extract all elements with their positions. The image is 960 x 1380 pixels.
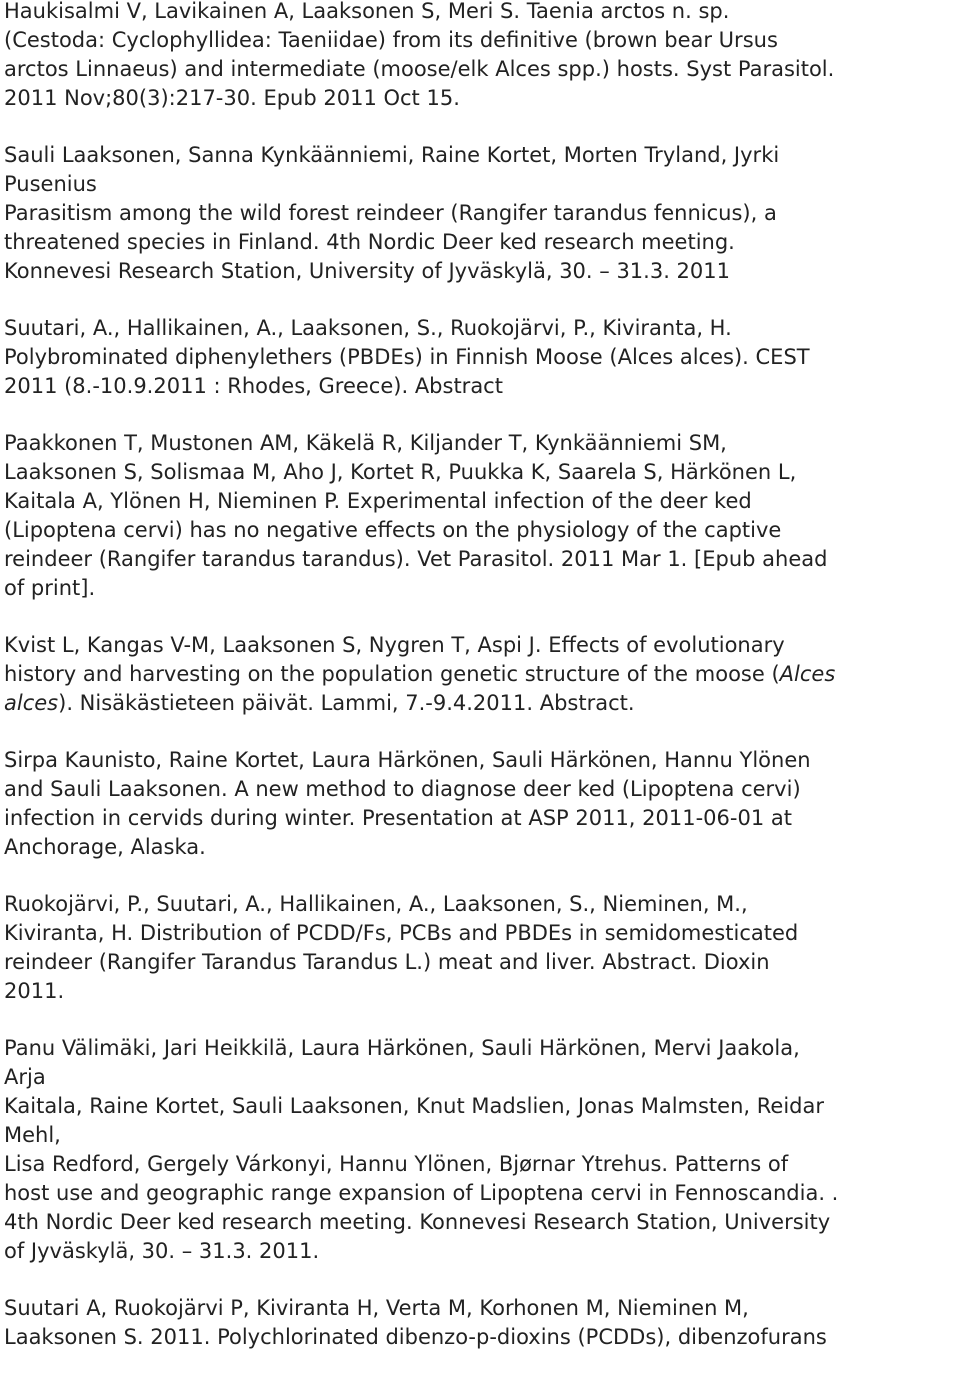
reference-line: Pusenius bbox=[4, 172, 97, 196]
reference-line: 2011 (8.-10.9.2011 : Rhodes, Greece). Abstract bbox=[4, 374, 503, 398]
reference-entry bbox=[4, 1294, 956, 1352]
reference-line: 4th Nordic Deer ked research meeting. Konnevesi Research Station, University bbox=[4, 1210, 831, 1234]
reference-line: Laaksonen S, Solismaa M, Aho J, Kortet R, Puukka K, Saarela S, Härkönen L, bbox=[4, 460, 797, 484]
reference-line: 2011 Nov;80(3):217-30. Epub 2011 Oct 15. bbox=[4, 86, 460, 110]
reference-line: Paakkonen T, Mustonen AM, Käkelä R, Kiljander T, Kynkäänniemi SM, bbox=[4, 431, 727, 455]
reference-line: Anchorage, Alaska. bbox=[4, 835, 206, 859]
reference-line: Panu Välimäki, Jari Heikkilä, Laura Härkönen, Sauli Härkönen, Mervi Jaakola, bbox=[4, 1036, 800, 1060]
reference-line: Laaksonen S. 2011. Polychlorinated dibenzo-p-dioxins (PCDDs), dibenzofurans bbox=[4, 1325, 827, 1349]
reference-line: Polybrominated diphenylethers (PBDEs) in Finnish Moose (Alces alces). CEST bbox=[4, 345, 810, 369]
reference-line: (Lipoptena cervi) has no negative effects on the physiology of the captive bbox=[4, 518, 782, 542]
reference-line: Parasitism among the wild forest reindeer (Rangifer tarandus fennicus), a bbox=[4, 201, 777, 225]
reference-line: Suutari A, Ruokojärvi P, Kiviranta H, Verta M, Korhonen M, Nieminen M, bbox=[4, 1296, 749, 1320]
reference-line: host use and geographic range expansion of Lipoptena cervi in Fennoscandia. . bbox=[4, 1181, 839, 1205]
reference-text: ). Nisäkästieteen päivät. Lammi, 7.-9.4.2011. Abstract. bbox=[58, 691, 635, 715]
reference-line: Kaitala, Raine Kortet, Sauli Laaksonen, Knut Madslien, Jonas Malmsten, Reidar bbox=[4, 1094, 824, 1118]
reference-line: Suutari, A., Hallikainen, A., Laaksonen, S., Ruokojärvi, P., Kiviranta, H. bbox=[4, 316, 732, 340]
species-name-italic: Alces bbox=[779, 662, 836, 686]
reference-line: reindeer (Rangifer tarandus tarandus). Vet Parasitol. 2011 Mar 1. [Epub ahead bbox=[4, 547, 828, 571]
reference-entry bbox=[4, 314, 956, 401]
reference-line: Kiviranta, H. Distribution of PCDD/Fs, PCBs and PBDEs in semidomesticated bbox=[4, 921, 799, 945]
reference-line: Sauli Laaksonen, Sanna Kynkäänniemi, Raine Kortet, Morten Tryland, Jyrki bbox=[4, 143, 780, 167]
reference-line: and Sauli Laaksonen. A new method to diagnose deer ked (Lipoptena cervi) bbox=[4, 777, 801, 801]
reference-line: Arja bbox=[4, 1065, 46, 1089]
reference-entry bbox=[4, 0, 956, 113]
reference-line: Mehl, bbox=[4, 1123, 61, 1147]
reference-entry bbox=[4, 429, 956, 603]
reference-line: Ruokojärvi, P., Suutari, A., Hallikainen, A., Laaksonen, S., Nieminen, M., bbox=[4, 892, 748, 916]
reference-line: Kaitala A, Ylönen H, Nieminen P. Experimental infection of the deer ked bbox=[4, 489, 752, 513]
reference-line: reindeer (Rangifer Tarandus Tarandus L.) meat and liver. Abstract. Dioxin bbox=[4, 950, 770, 974]
reference-line: Sirpa Kaunisto, Raine Kortet, Laura Härkönen, Sauli Härkönen, Hannu Ylönen bbox=[4, 748, 811, 772]
reference-entry bbox=[4, 631, 956, 718]
reference-entry bbox=[4, 1034, 956, 1266]
reference-entry bbox=[4, 746, 956, 862]
reference-line: infection in cervids during winter. Presentation at ASP 2011, 2011-06-01 at bbox=[4, 806, 792, 830]
reference-entry bbox=[4, 141, 956, 286]
reference-line: Konnevesi Research Station, University of Jyväskylä, 30. – 31.3. 2011 bbox=[4, 259, 730, 283]
reference-line bbox=[4, 660, 956, 689]
reference-line: Haukisalmi V, Lavikainen A, Laaksonen S, Meri S. Taenia arctos n. sp. bbox=[4, 0, 730, 23]
reference-line: Lisa Redford, Gergely Várkonyi, Hannu Ylönen, Bjørnar Ytrehus. Patterns of bbox=[4, 1152, 789, 1176]
reference-text: history and harvesting on the population genetic structure of the moose ( bbox=[4, 662, 780, 686]
reference-line: arctos Linnaeus) and intermediate (moose/elk Alces spp.) hosts. Syst Parasitol. bbox=[4, 57, 835, 81]
reference-line: of Jyväskylä, 30. – 31.3. 2011. bbox=[4, 1239, 320, 1263]
reference-entry bbox=[4, 890, 956, 1006]
reference-line bbox=[4, 689, 956, 718]
reference-line: Kvist L, Kangas V-M, Laaksonen S, Nygren T, Aspi J. Effects of evolutionary bbox=[4, 633, 785, 657]
reference-line: threatened species in Finland. 4th Nordic Deer ked research meeting. bbox=[4, 230, 735, 254]
species-name-italic: alces bbox=[4, 691, 59, 715]
reference-list bbox=[4, 0, 956, 1380]
reference-line: (Cestoda: Cyclophyllidea: Taeniidae) from its definitive (brown bear Ursus bbox=[4, 28, 778, 52]
reference-line: 2011. bbox=[4, 979, 65, 1003]
reference-line: of print]. bbox=[4, 576, 96, 600]
